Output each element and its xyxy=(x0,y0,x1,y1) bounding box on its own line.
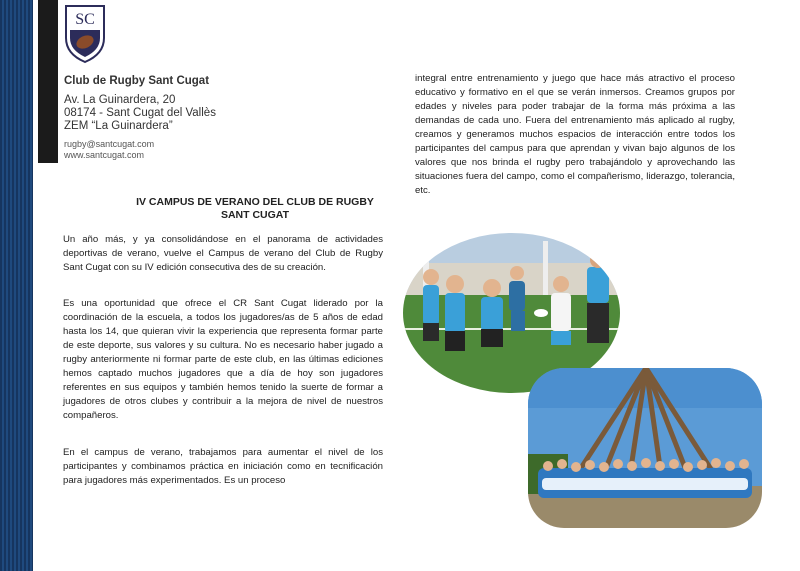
header-dark-tab xyxy=(38,0,58,163)
article-title-line-2: SANT CUGAT xyxy=(220,209,290,221)
email-link[interactable]: rugby@santcugat.com xyxy=(64,139,155,149)
paragraph-3: En el campus de verano, trabajamos para aumentar el nivel de los participantes y combinamos práctica en iniciación como en tecnificación para jugadores más experimentados. Es un proceso xyxy=(63,447,383,486)
article-title xyxy=(120,196,390,222)
article-title-line-1: IV CAMPUS DE VERANO DEL CLUB DE RUGBY xyxy=(136,196,374,208)
logo-text: SC xyxy=(75,11,95,28)
paragraph-1: Un año más, y ya consolidándose en el panorama de actividades deportivas de verano, vuelve el Campus de verano del Club de Rugby Sant Cugat con su IV edición consecutiva des de su creación. xyxy=(63,234,383,273)
address-line-2: 08174 - Sant Cugat del Vallès xyxy=(64,107,216,119)
club-logo xyxy=(64,4,106,64)
left-decorative-bar xyxy=(0,0,33,571)
website-link[interactable]: www.santcugat.com xyxy=(64,150,145,160)
address-line-1: Av. La Guinardera, 20 xyxy=(64,94,176,106)
address-line-3: ZEM “La Guinardera” xyxy=(64,120,173,132)
paragraph-4: integral entre entrenamiento y juego que hace más atractivo el proceso educativo y formativo en el que se verán inmersos. Creamos grupos por edades y niveles para poder trabajar de la forma más próxima a las demandas de cada uno. Fuera del entrenamiento más aplicado al rugby, creamos y generamos muchos espacios de interacción entre todos los participantes del campus para que aprendan y vivan bajo algunos de los valores que nos brinda el rugby pero trabajándolo y aprovechando las situaciones fuera del campo, como el compañerismo, liderazgo, tolerancia, etc. xyxy=(415,73,735,196)
group-photo xyxy=(528,368,762,528)
paragraph-2: Es una oportunidad que ofrece el CR Sant Cugat liderado por la coordinación de la escuela, a todos los jugadores/as de 5 años de edad hasta los 14, que quieran vivir la experiencia que representa formar parte de este deporte, sus valores y su cultura. No es necesario haber jugado a rugby anteriormente ni formar parte de este club, en las últimas ediciones hemos captado muchos jugadores que a día de hoy son jugadores referentes en sus equipos y también hemos tenido la suerte de formar a jugadores de otros clubes y contribuir a la mejora de nivel de nuestros compañeros. xyxy=(63,298,383,421)
club-name: Club de Rugby Sant Cugat xyxy=(64,75,210,87)
